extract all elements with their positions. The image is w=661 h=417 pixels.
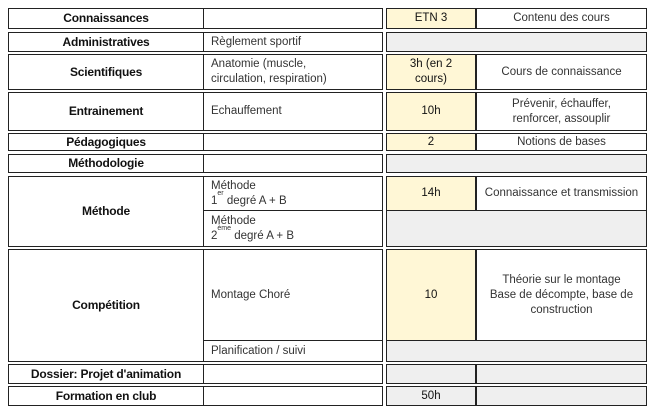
row-administratives-label: Administratives: [8, 32, 204, 52]
row-connaissances-label: Connaissances: [8, 8, 204, 29]
row-methode-sub2-col34: [386, 210, 647, 247]
duration-line2: cours): [415, 73, 447, 85]
row-formation-label: Formation en club: [8, 386, 204, 406]
row-scientifiques-col2: [203, 54, 383, 90]
row-entrainement-col2: Echauffement: [203, 92, 383, 131]
row-scientifiques-label: Scientifiques: [8, 54, 204, 90]
row-entrainement-col3: 10h: [386, 92, 476, 131]
row-methode-col3: 14h: [386, 176, 476, 211]
duration-line1: 3h (en 2: [409, 58, 453, 70]
row-entrainement-col4: [476, 92, 647, 131]
methode2-line1: Méthode: [211, 214, 256, 227]
competition-desc-line3: construction: [530, 303, 593, 316]
row-connaissances-col2: [203, 8, 383, 29]
row-competition-col4: [476, 249, 647, 341]
competition-desc-line2: Base de décompte, base de: [489, 288, 634, 301]
row-connaissances-col4: Contenu des cours: [476, 8, 647, 29]
methode1-line2: 1er degré A + B: [211, 189, 287, 207]
row-scientifiques-col4: Cours de connaissance: [476, 54, 647, 90]
row-pedagogiques-col3: 2: [386, 133, 476, 151]
row-administratives-col2: Règlement sportif: [203, 32, 383, 52]
row-competition-sub-col34: [386, 340, 647, 362]
methode1-line1: Méthode: [211, 179, 256, 192]
entrainement-desc-line2: renforcer, assouplir: [512, 112, 611, 125]
row-connaissances-col3: ETN 3: [386, 8, 476, 29]
row-competition-sub-col2: Planification / suivi: [203, 340, 383, 362]
competition-desc-line1: Théorie sur le montage: [502, 273, 621, 286]
row-formation-col4: [476, 386, 647, 406]
row-competition-label: Compétition: [8, 249, 204, 362]
row-dossier-col2: [203, 364, 383, 384]
anatomie-line2: circulation, respiration): [211, 73, 327, 85]
row-pedagogiques-col2: [203, 133, 383, 151]
row-competition-col2: Montage Choré: [203, 249, 383, 341]
row-formation-col3: 50h: [386, 386, 476, 406]
row-pedagogiques-label: Pédagogiques: [8, 133, 204, 151]
row-pedagogiques-col4: Notions de bases: [476, 133, 647, 151]
row-formation-col2: [203, 386, 383, 406]
row-administratives-col34: [386, 32, 647, 52]
anatomie-line1: Anatomie (muscle,: [211, 58, 307, 70]
entrainement-desc-line1: Prévenir, échauffer,: [512, 97, 611, 110]
row-scientifiques-col3: [386, 54, 476, 90]
row-methode-label: Méthode: [8, 176, 204, 247]
row-dossier-col4: [476, 364, 647, 384]
row-methode-sub1-col2: [203, 176, 383, 211]
row-competition-col3: 10: [386, 249, 476, 341]
row-dossier-col3: [386, 364, 476, 384]
methode2-line2: 2ème degré A + B: [211, 224, 295, 242]
row-methodologie-col2: [203, 154, 383, 173]
row-methodologie-label: Méthodologie: [8, 154, 204, 173]
row-methode-sub2-col2: [203, 210, 383, 247]
row-methode-col4: Connaissance et transmission: [476, 176, 647, 211]
row-entrainement-label: Entrainement: [8, 92, 204, 131]
row-methodologie-col34: [386, 154, 647, 173]
row-dossier-label: Dossier: Projet d'animation: [8, 364, 204, 384]
